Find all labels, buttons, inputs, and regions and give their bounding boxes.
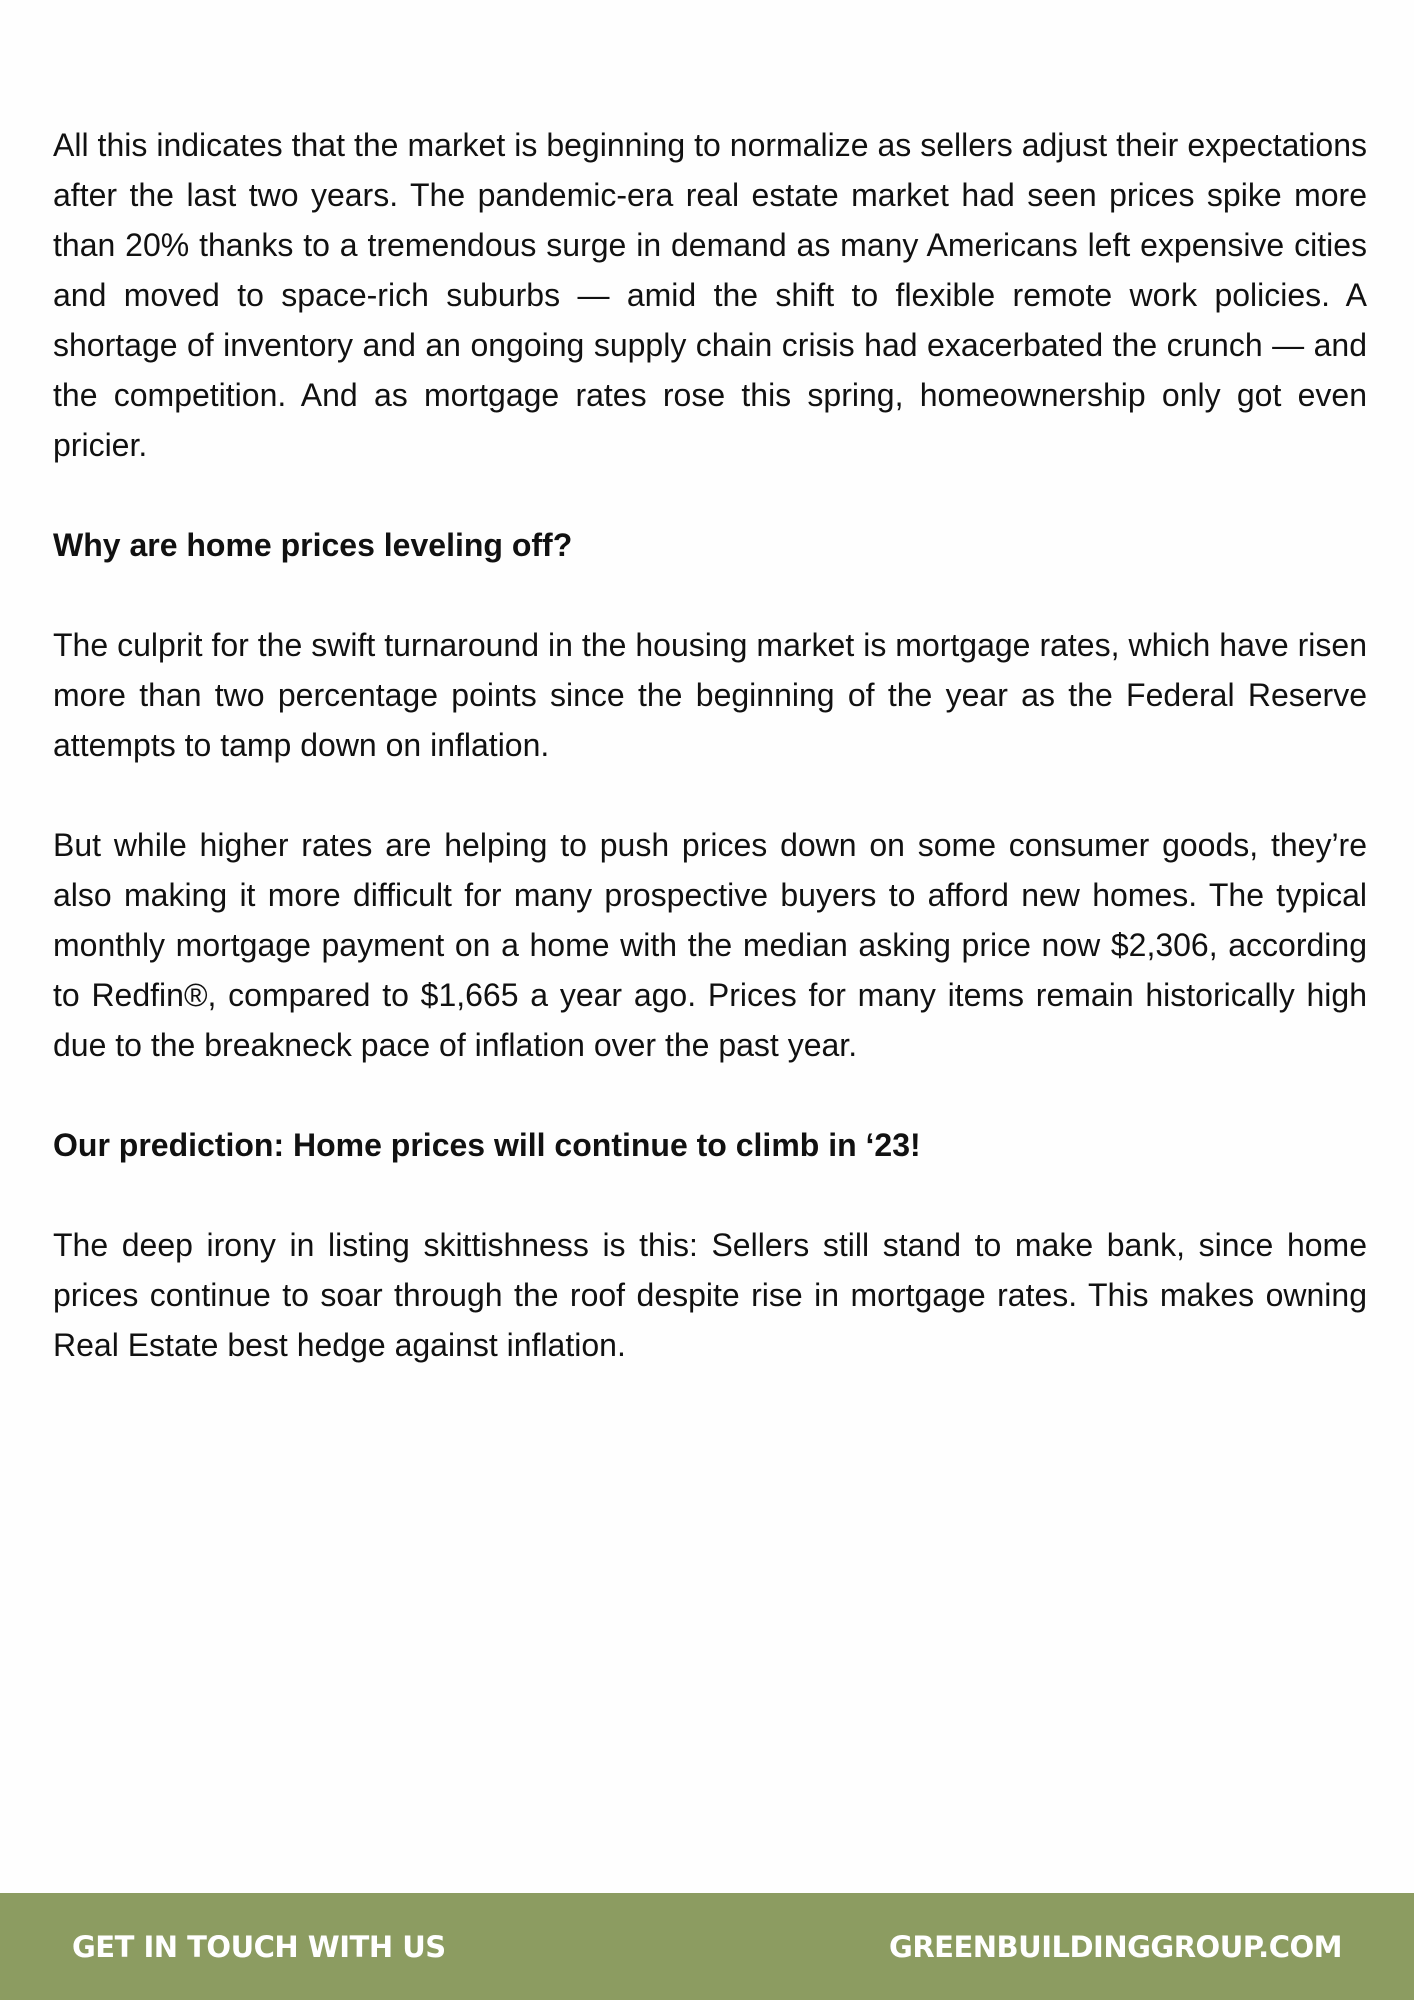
article-body — [53, 120, 1367, 1420]
article-paragraph: The culprit for the swift turnaround in the housing market is mortgage rates, which have risen more than two percentage points since the beginning of the year as the Federal Reserve attempts to tamp down on inflation. — [53, 627, 1367, 763]
website-link[interactable]: GREENBUILDINGGROUP.COM — [889, 1930, 1342, 1964]
section-heading: Our prediction: Home prices will continue to climb in ‘23! — [53, 1127, 921, 1163]
article-paragraph: All this indicates that the market is beginning to normalize as sellers adjust their expectations after the last two years. The pandemic-era real estate market had seen prices spike more than 20% thanks to a tremendous surge in demand as many Americans left expensive cities and moved to space-rich suburbs — amid the shift to flexible remote work policies. A shortage of inventory and an ongoing supply chain crisis had exacerbated the crunch — and the competition. And as mortgage rates rose this spring, homeownership only got even pricier. — [53, 127, 1367, 463]
article-paragraph: The deep irony in listing skittishness is this: Sellers still stand to make bank, since home prices continue to soar through the roof despite rise in mortgage rates. This makes owning Real Estate best hedge against inflation. — [53, 1227, 1367, 1363]
contact-cta-link[interactable]: GET IN TOUCH WITH US — [72, 1930, 446, 1964]
section-heading: Why are home prices leveling off? — [53, 527, 573, 563]
footer-bar — [0, 1893, 1414, 2000]
article-paragraph: But while higher rates are helping to push prices down on some consumer goods, they’re also making it more difficult for many prospective buyers to afford new homes. The typical monthly mortgage payment on a home with the median asking price now $2,306, according to Redfin®, compared to $1,665 a year ago. Prices for many items remain historically high due to the breakneck pace of inflation over the past year. — [53, 827, 1367, 1063]
